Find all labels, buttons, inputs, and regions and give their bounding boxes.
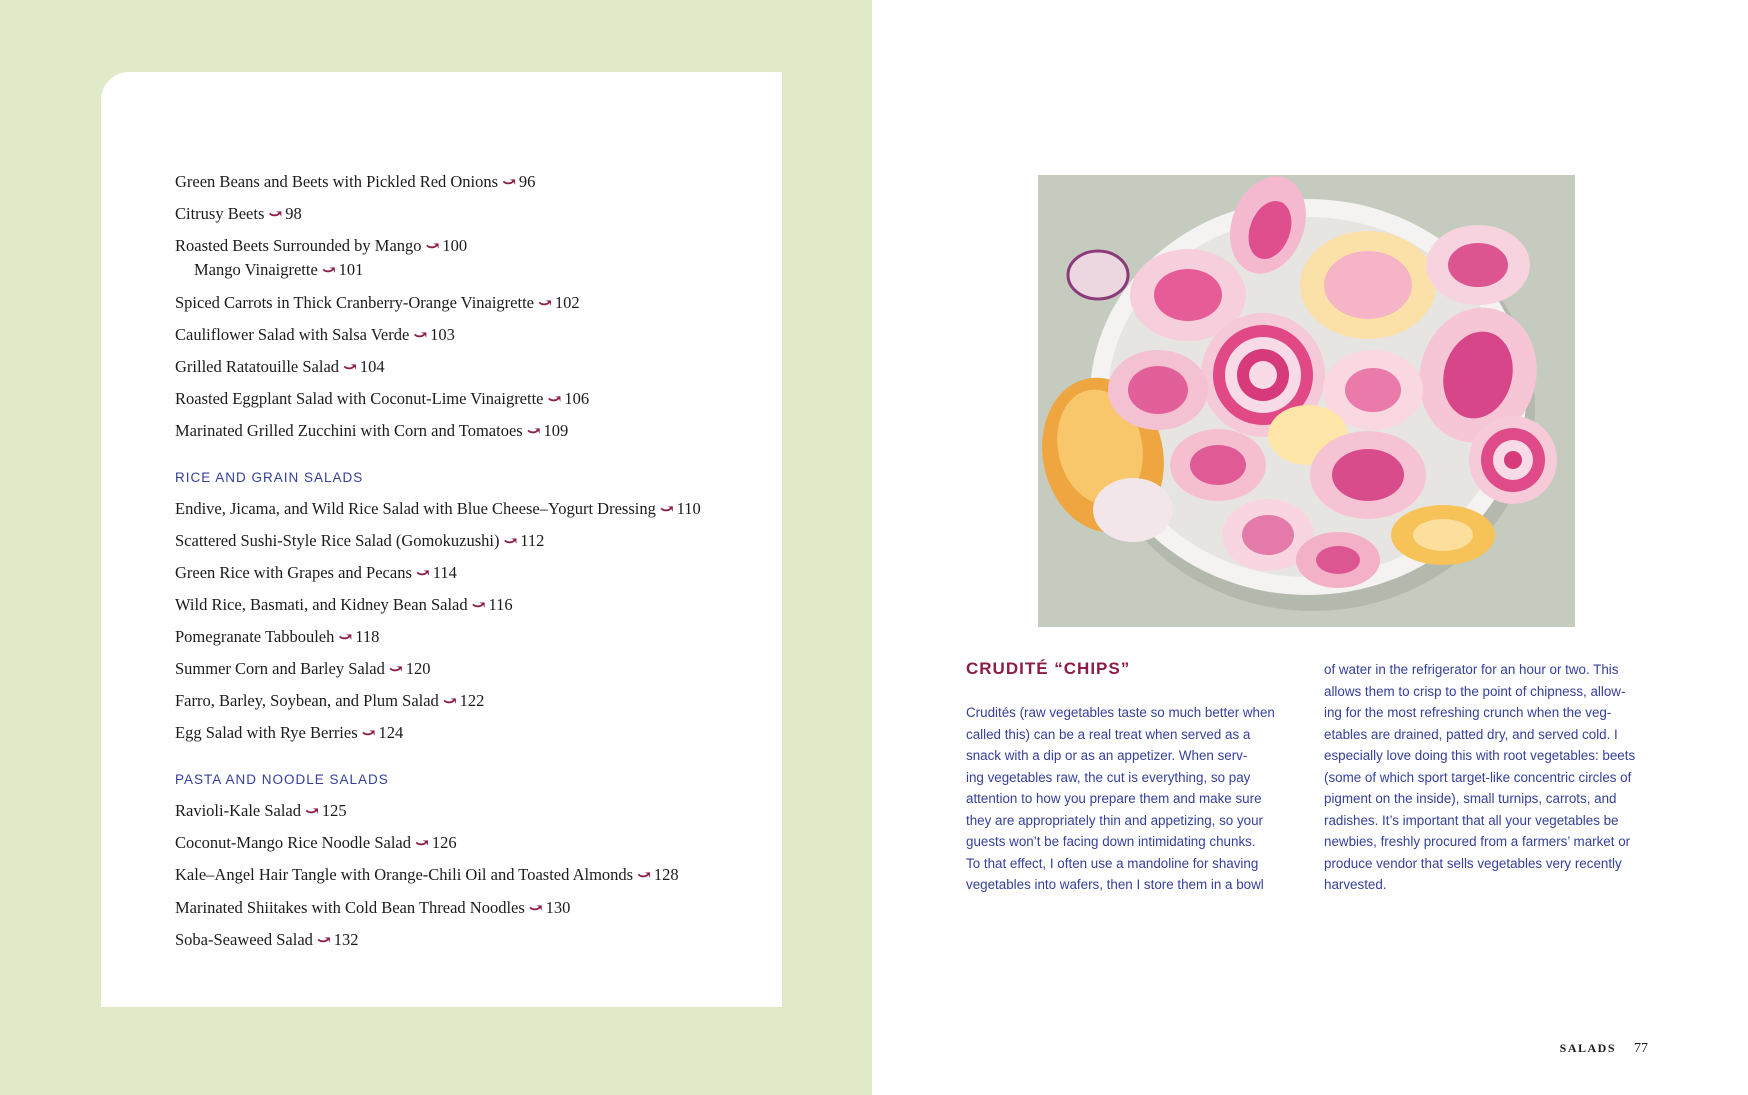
toc-entry (175, 801, 347, 821)
toc-entry-title: Green Rice with Grapes and Pecans (175, 563, 412, 582)
body-line: To that effect, I often use a mandoline for shaving (966, 855, 1259, 871)
toc-entry-title: Ravioli-Kale Salad (175, 801, 302, 820)
toc-entry (175, 833, 457, 853)
arrow-icon: ⤻ (471, 595, 486, 614)
toc-entry (175, 627, 379, 647)
toc-entry (175, 563, 457, 583)
toc-entry (175, 691, 484, 711)
toc-entry-title: Coconut-Mango Rice Noodle Salad (175, 833, 411, 852)
toc-entry-page: 106 (564, 389, 590, 408)
toc-entry-page: 118 (355, 627, 380, 646)
section-heading-rice: RICE AND GRAIN SALADS (175, 470, 364, 485)
toc-entry-title: Grilled Ratatouille Salad (175, 357, 340, 376)
arrow-icon: ⤻ (268, 204, 283, 223)
body-line: pigment on the inside), small turnips, carrots, and (1324, 791, 1617, 806)
toc-entry-title: Endive, Jicama, and Wild Rice Salad with Blue Cheese–Yogurt Dressing (175, 499, 656, 518)
toc-entry (175, 236, 467, 256)
toc-entry-title: Spiced Carrots in Thick Cranberry-Orange Vinaigrette (175, 293, 534, 312)
body-line: snack with a dip or as an appetizer. When serv- (966, 748, 1248, 763)
toc-entry (175, 357, 385, 377)
toc-entry-title: Summer Corn and Barley Salad (175, 659, 385, 678)
toc-entry-page: 126 (431, 833, 457, 852)
toc-entry (175, 499, 701, 519)
toc-entry-title: Pomegranate Tabbouleh (175, 627, 335, 646)
body-line: they are appropriately thin and appetizing, so your (966, 812, 1264, 828)
toc-entry-page: 98 (285, 204, 302, 223)
toc-entry-page: 104 (359, 357, 385, 376)
toc-entry (175, 898, 570, 918)
sidebar-column-1 (966, 702, 1288, 896)
toc-entry-title: Roasted Beets Surrounded by Mango (175, 236, 422, 255)
body-line: newbies, freshly procured from a farmers’ market or (1324, 834, 1631, 849)
body-line: (some of which sport target-like concentric circles of (1324, 769, 1632, 785)
toc-entry (175, 865, 679, 885)
arrow-icon: ⤻ (637, 865, 651, 884)
toc-entry (175, 172, 535, 192)
toc-entry-page: 124 (378, 723, 404, 742)
body-line: allows them to crisp to the point of chipness, allow- (1324, 683, 1626, 699)
arrow-icon: ⤻ (502, 172, 516, 191)
body-line: ing vegetables raw, the cut is everything, so pay (966, 769, 1251, 785)
toc-entry-title: Egg Salad with Rye Berries (175, 723, 358, 742)
toc-entry-page: 101 (338, 260, 364, 279)
toc-entry-page: 110 (676, 499, 701, 518)
arrow-icon: ⤻ (316, 930, 331, 949)
arrow-icon: ⤻ (547, 389, 562, 408)
toc-entry-title: Citrusy Beets (175, 204, 265, 223)
arrow-icon: ⤻ (503, 531, 518, 550)
arrow-icon: ⤻ (343, 357, 357, 376)
arrow-icon: ⤻ (538, 293, 552, 312)
toc-entry (175, 659, 430, 679)
crudite-bowl-illustration (1038, 175, 1575, 627)
arrow-icon: ⤻ (388, 659, 403, 678)
arrow-icon: ⤻ (361, 723, 376, 742)
body-line: vegetables into wafers, then I store them in a bowl (966, 877, 1264, 892)
toc-entry-title: Mango Vinaigrette (194, 260, 318, 279)
toc-entry-title: Marinated Shiitakes with Cold Bean Thread Noodles (175, 898, 525, 917)
body-line: radishes. It’s important that all your vegetables be (1324, 812, 1619, 828)
arrow-icon: ⤻ (415, 563, 430, 582)
toc-entry (175, 531, 544, 551)
arrow-icon: ⤻ (413, 325, 428, 344)
toc-entry-page: 109 (543, 421, 569, 440)
body-line: attention to how you prepare them and make sure (966, 791, 1262, 806)
toc-entry-title: Kale–Angel Hair Tangle with Orange-Chili Oil and Toasted Almonds (175, 865, 634, 884)
body-line: harvested. (1324, 877, 1387, 892)
arrow-icon: ⤻ (526, 421, 541, 440)
toc-entry-title: Scattered Sushi-Style Rice Salad (Gomokuzushi) (175, 531, 500, 550)
toc-entry (175, 595, 513, 615)
toc-entry-page: 112 (520, 531, 545, 550)
toc-entry (175, 389, 589, 409)
body-line: produce vendor that sells vegetables very recently (1324, 855, 1622, 871)
body-line: guests won’t be facing down intimidating chunks. (966, 834, 1256, 849)
crudite-chips-photo (1038, 175, 1575, 627)
arrow-icon: ⤻ (425, 236, 440, 255)
toc-entry-title: Soba-Seaweed Salad (175, 930, 313, 949)
toc-entry-title: Green Beans and Beets with Pickled Red Onions (175, 172, 499, 191)
page-number: 77 (1634, 1041, 1648, 1056)
toc-entry (175, 293, 580, 313)
arrow-icon: ⤻ (415, 833, 429, 852)
toc-entry-page: 128 (653, 865, 679, 884)
toc-entry (175, 723, 403, 743)
arrow-icon: ⤻ (659, 499, 674, 518)
toc-entry (175, 930, 359, 950)
arrow-icon: ⤻ (305, 801, 319, 820)
toc-subentry (194, 260, 363, 280)
running-section-title: SALADS (1559, 1041, 1616, 1055)
toc-entry-page: 120 (405, 659, 431, 678)
toc-entry (175, 204, 302, 224)
sidebar-title: CRUDITÉ “CHIPS” (966, 659, 1131, 678)
sidebar-column-2 (1324, 659, 1646, 896)
toc-entry-page: 122 (459, 691, 485, 710)
body-line: called this) can be a real treat when served as a (966, 726, 1251, 742)
body-line: especially love doing this with root vegetables: beets (1324, 748, 1636, 763)
body-line: Crudités (raw vegetables taste so much better when (966, 705, 1275, 720)
arrow-icon: ⤻ (321, 260, 336, 279)
toc-entry-page: 116 (488, 595, 513, 614)
toc-entry-page: 125 (321, 801, 347, 820)
toc-entry-title: Marinated Grilled Zucchini with Corn and Tomatoes (175, 421, 523, 440)
toc-entry-page: 132 (333, 930, 359, 949)
page-footer (1560, 1041, 1648, 1057)
toc-entry-page: 102 (554, 293, 580, 312)
toc-entry-page: 100 (442, 236, 468, 255)
arrow-icon: ⤻ (442, 691, 457, 710)
toc-entry-page: 130 (545, 898, 571, 917)
toc-entry-page: 103 (430, 325, 455, 344)
toc-entry-title: Cauliflower Salad with Salsa Verde (175, 325, 410, 344)
arrow-icon: ⤻ (338, 627, 353, 646)
body-line: ing for the most refreshing crunch when the veg- (1324, 705, 1612, 720)
arrow-icon: ⤻ (528, 898, 543, 917)
body-line: of water in the refrigerator for an hour or two. This (1324, 662, 1619, 677)
body-line: etables are drained, patted dry, and served cold. I (1324, 726, 1618, 742)
toc-entry (175, 421, 568, 441)
toc-entry-title: Wild Rice, Basmati, and Kidney Bean Salad (175, 595, 468, 614)
toc-entry-title: Farro, Barley, Soybean, and Plum Salad (175, 691, 439, 710)
toc-entry-title: Roasted Eggplant Salad with Coconut-Lime Vinaigrette (175, 389, 544, 408)
toc-entry-page: 96 (518, 172, 536, 191)
section-heading-pasta: PASTA AND NOODLE SALADS (175, 772, 389, 787)
toc-entry (175, 325, 455, 345)
toc-entry-page: 114 (432, 563, 457, 582)
